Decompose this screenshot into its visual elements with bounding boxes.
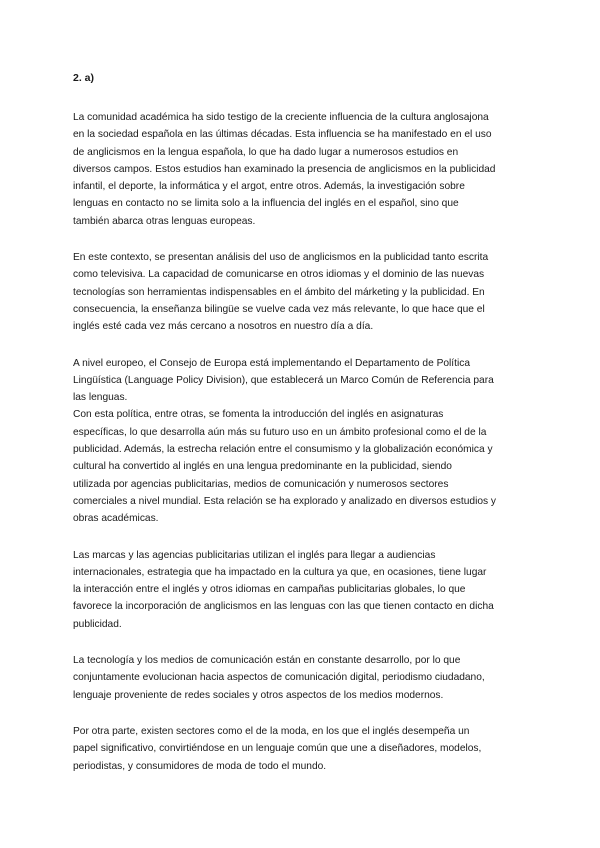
text-line: lenguaje proveniente de redes sociales y otros aspectos de los medios modernos. — [73, 689, 444, 701]
paragraph-gap — [73, 528, 533, 547]
section-heading: 2. a) — [73, 72, 95, 84]
paragraph-gap — [73, 633, 533, 652]
text-line: La comunidad académica ha sido testigo de la creciente influencia de la cultura anglosajona — [73, 112, 489, 123]
text-line: internacionales, estrategia que ha impactado en la cultura ya que, en ocasiones, tiene lugar — [73, 566, 487, 578]
paragraph-2 — [73, 249, 533, 335]
text-line: inglés esté cada vez más cercano a nosotros en nuestro día a día. — [73, 321, 374, 333]
text-line: la interacción entre el inglés y otros idiomas en campañas publicitarias globales, lo que — [73, 584, 466, 596]
text-line: Lingüística (Language Policy Division), que establecerá un Marco Común de Referencia para — [73, 374, 494, 386]
text-line: publicidad. — [73, 618, 122, 630]
text-line: comerciales a nivel mundial. Esta relación se ha explorado y analizado en diversos estudios y — [73, 495, 497, 507]
text-line: A nivel europeo, el Consejo de Europa está implementando el Departamento de Política — [73, 357, 470, 369]
paragraph-gap — [73, 230, 533, 249]
text-line: favorece la incorporación de anglicismos en las lenguas con las que tienen contacto en dicha — [73, 601, 494, 613]
text-line: específicas, lo que desarrolla aún más su futuro uso en un ámbito profesional como el de la — [73, 426, 487, 438]
text-line: infantil, el deporte, la informática y el argot, entre otros. Además, la investigación sobre — [73, 181, 465, 193]
paragraph-gap — [73, 704, 533, 723]
text-line: Con esta política, entre otras, se fomenta la introducción del inglés en asignaturas — [73, 409, 444, 421]
text-line: conjuntamente evolucionan hacia aspectos de comunicación digital, periodismo ciudadano, — [73, 672, 485, 684]
text-line: cultural ha convertido al inglés en una lengua predominante en la publicidad, siendo — [73, 461, 452, 473]
text-line: diversos campos. Estos estudios han examinado la presencia de anglicismos en la publicidad — [73, 163, 496, 175]
text-line: En este contexto, se presentan análisis del uso de anglicismos en la publicidad tanto escrita — [73, 252, 489, 264]
paragraph-gap — [73, 336, 533, 355]
text-line: papel significativo, convirtiéndose en un lenguaje común que une a diseñadores, modelos, — [73, 743, 482, 755]
paragraph-6 — [73, 723, 533, 775]
text-line: Las marcas y las agencias publicitarias utilizan el inglés para llegar a audiencias — [73, 549, 436, 561]
document-body — [73, 71, 533, 775]
text-line: de anglicismos en la lengua española, lo que ha dado lugar a numerosos estudios en — [73, 146, 459, 158]
paragraph-1 — [73, 109, 533, 230]
text-line: utilizada por agencias publicitarias, medios de comunicación y numerosos sectores — [73, 478, 449, 490]
text-line: Por otra parte, existen sectores como el de la moda, en los que el inglés desempeña un — [73, 725, 470, 737]
text-line: publicidad. Además, la estrecha relación entre el consumismo y la globalización económica y — [73, 444, 493, 456]
text-line: obras académicas. — [73, 513, 159, 525]
text-line: como televisiva. La capacidad de comunicarse en otros idiomas y el dominio de las nuevas — [73, 269, 485, 281]
paragraph-4 — [73, 547, 533, 633]
text-line: lenguas en contacto no se limita solo a la influencia del inglés en el español, sino que — [73, 198, 459, 210]
text-line: La tecnología y los medios de comunicación están en constante desarrollo, por lo que — [73, 655, 461, 667]
text-line: en la sociedad española en las últimas décadas. Esta influencia se ha manifestado en el uso — [73, 129, 492, 141]
text-line: las lenguas. — [73, 392, 128, 404]
text-line: también abarca otras lenguas europeas. — [73, 215, 256, 227]
text-line: consecuencia, la enseñanza bilingüe se vuelve cada vez más relevante, lo que hace que el — [73, 303, 485, 315]
text-line: tecnologías son herramientas indispensables en el ámbito del márketing y la publicidad. En — [73, 286, 485, 298]
text-line: periodistas, y consumidores de moda de todo el mundo. — [73, 760, 327, 772]
paragraph-3 — [73, 355, 533, 528]
paragraph-5 — [73, 652, 533, 704]
